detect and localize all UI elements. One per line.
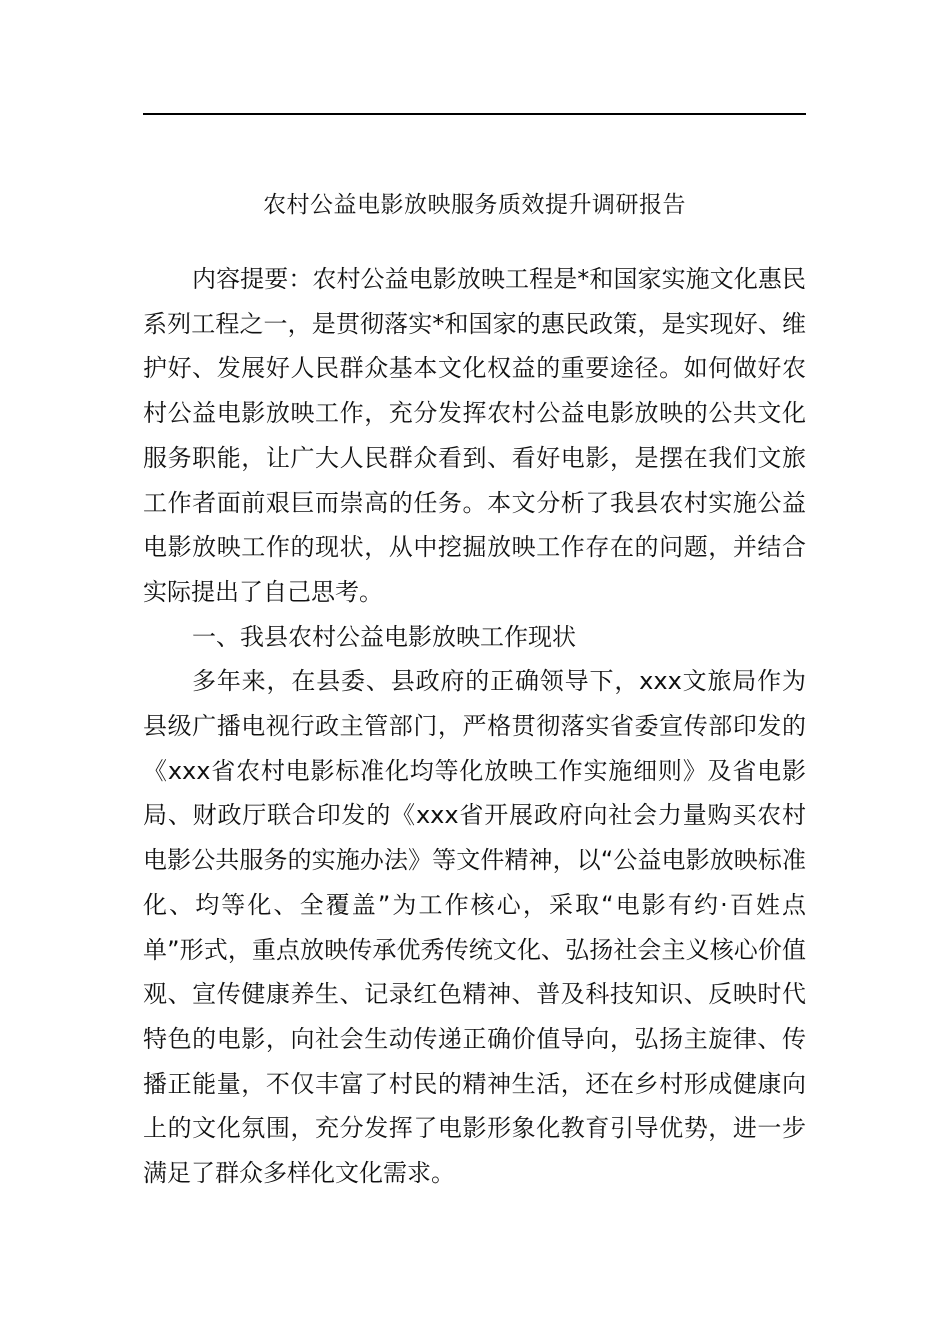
document-body	[143, 257, 806, 1196]
abstract-paragraph: 内容提要：农村公益电影放映工程是*和国家实施文化惠民系列工程之一，是贯彻落实*和国家的惠民政策，是实现好、维护好、发展好人民群众基本文化权益的重要途径。如何做好农村公益电影放映工作，充分发挥农村公益电影放映的公共文化服务职能，让广大人民群众看到、看好电影，是摆在我们文旅工作者面前艰巨而崇高的任务。本文分析了我县农村实施公益电影放映工作的现状，从中挖掘放映工作存在的问题，并结合实际提出了自己思考。	[143, 265, 806, 606]
header-rule	[143, 113, 806, 115]
section-heading: 一、我县农村公益电影放映工作现状	[192, 622, 576, 651]
body-paragraph: 多年来，在县委、县政府的正确领导下，xxx文旅局作为县级广播电视行政主管部门，严格贯彻落实省委宣传部印发的《xxx省农村电影标准化均等化放映工作实施细则》及省电影局、财政厅联合印发的《xxx省开展政府向社会力量购买农村电影公共服务的实施办法》等文件精神，以“公益电影放映标准化、均等化、全覆盖”为工作核心，采取“电影有约·百姓点单”形式，重点放映传承优秀传统文化、弘扬社会主义核心价值观、宣传健康养生、记录红色精神、普及科技知识、反映时代特色的电影，向社会生动传递正确价值导向，弘扬主旋律、传播正能量，不仅丰富了村民的精神生活，还在乡村形成健康向上的文化氛围，充分发挥了电影形象化教育引导优势，进一步满足了群众多样化文化需求。	[143, 667, 806, 1188]
document-title: 农村公益电影放映服务质效提升调研报告	[263, 192, 686, 218]
